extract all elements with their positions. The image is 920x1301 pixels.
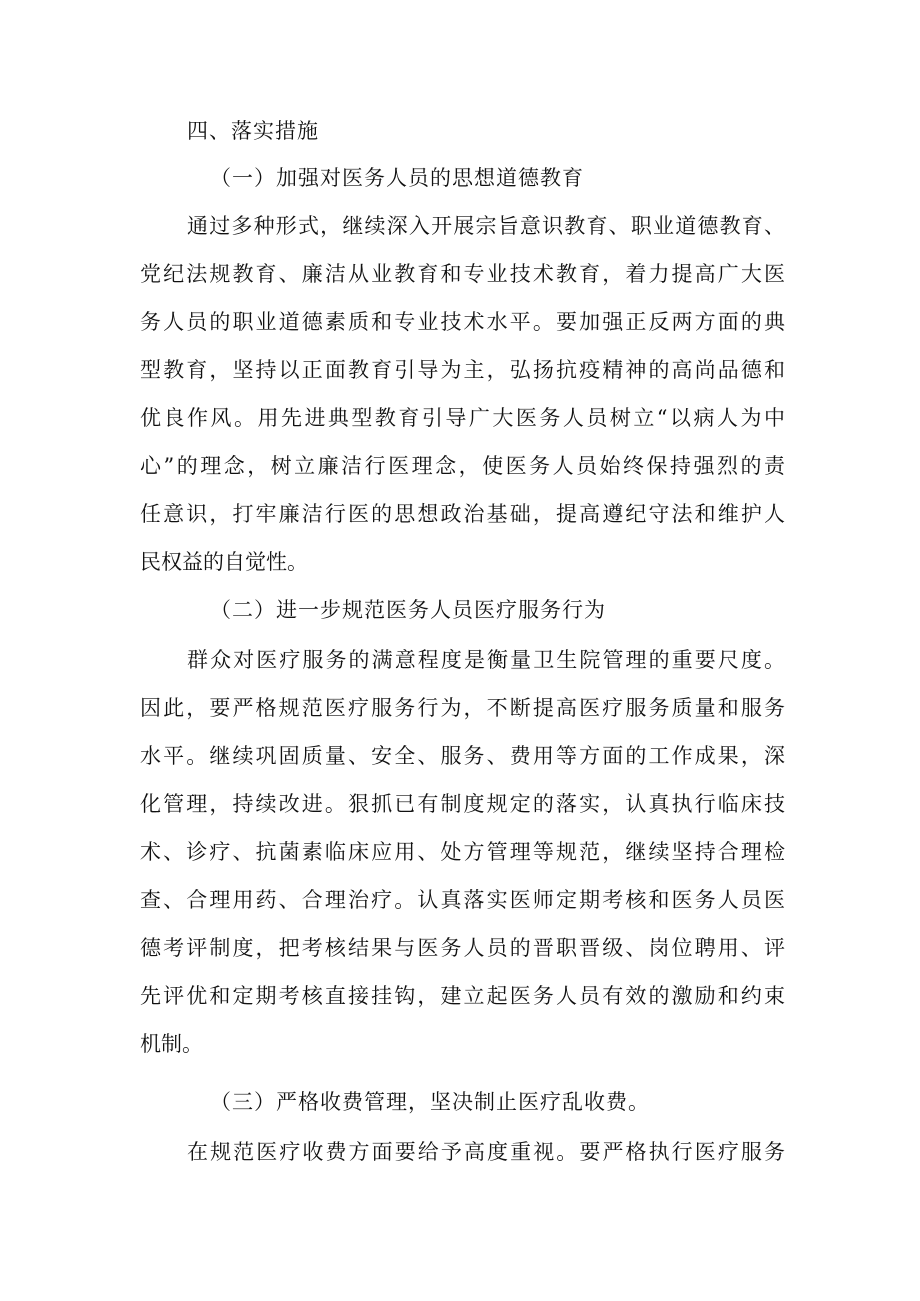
paragraph-line: 党纪法规教育、廉洁从业教育和专业技术教育，着力提高广大医 <box>140 262 785 286</box>
paragraph-line: 查、合理用药、合理治疗。认真落实医师定期考核和医务人员医 <box>140 888 785 912</box>
paragraph-line: 心”的理念，树立廉洁行医理念，使医务人员始终保持强烈的责 <box>140 454 785 478</box>
paragraph-line: 德考评制度，把考核结果与医务人员的晋职晋级、岗位聘用、评 <box>140 936 785 960</box>
subsection-heading-3: （三）严格收费管理，坚决制止医疗乱收费。 <box>210 1090 650 1114</box>
paragraph-line: 在规范医疗收费方面要给予高度重视。要严格执行医疗服务 <box>187 1140 785 1164</box>
paragraph-line: 务人员的职业道德素质和专业技术水平。要加强正反两方面的典 <box>140 310 785 334</box>
section-title: 四、落实措施 <box>187 119 319 143</box>
paragraph-line: 水平。继续巩固质量、安全、服务、费用等方面的工作成果，深 <box>140 744 785 768</box>
subsection-heading-2: （二）进一步规范医务人员医疗服务行为 <box>210 598 606 622</box>
paragraph-line: 任意识，打牢廉洁行医的思想政治基础，提高遵纪守法和维护人 <box>140 502 785 526</box>
paragraph-line: 术、诊疗、抗菌素临床应用、处方管理等规范，继续坚持合理检 <box>140 840 785 864</box>
paragraph-line: 群众对医疗服务的满意程度是衡量卫生院管理的重要尺度。 <box>187 648 785 672</box>
paragraph-line: 优良作风。用先进典型教育引导广大医务人员树立“以病人为中 <box>140 406 785 430</box>
paragraph-line: 先评优和定期考核直接挂钩，建立起医务人员有效的激励和约束 <box>140 984 785 1008</box>
paragraph-line: 型教育，坚持以正面教育引导为主，弘扬抗疫精神的高尚品德和 <box>140 358 785 382</box>
paragraph-line: 民权益的自觉性。 <box>140 550 308 574</box>
paragraph-line: 通过多种形式，继续深入开展宗旨意识教育、职业道德教育、 <box>187 214 785 238</box>
paragraph-line: 机制。 <box>140 1032 203 1056</box>
subsection-heading-1: （一）加强对医务人员的思想道德教育 <box>210 166 584 190</box>
paragraph-line: 因此，要严格规范医疗服务行为，不断提高医疗服务质量和服务 <box>140 696 785 720</box>
paragraph-line: 化管理，持续改进。狠抓已有制度规定的落实，认真执行临床技 <box>140 792 785 816</box>
